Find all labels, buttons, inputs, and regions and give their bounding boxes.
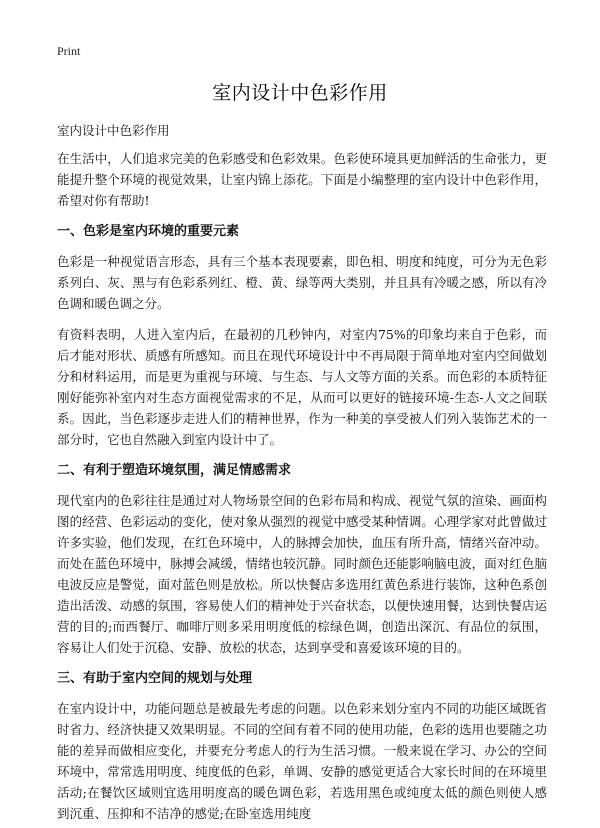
document-subtitle: 室内设计中色彩作用 (57, 123, 170, 138)
section-heading-3: 三、有助于室内空间的规划与处理 (57, 671, 253, 686)
document-body (57, 148, 547, 824)
section-heading-2: 二、有利于塑造环境氛围，满足情感需求 (57, 463, 292, 478)
section-1-paragraph-1: 色彩是一种视觉语言形态，具有三个基本表现要素，即色相、明度和纯度，可分为无色彩系列白、灰、黑与有色彩系列红、橙、黄、绿等两大类别，并且具有冷暖之感，所以有冷色调和暖色调之分。 (57, 254, 547, 311)
print-label: Print (57, 44, 81, 58)
document-title: 室内设计中色彩作用 (212, 82, 388, 104)
section-2-paragraph-1: 现代室内的色彩往往是通过对人物场景空间的色彩布局和构成、视觉气氛的渲染、画面构图的经营、色彩运动的变化，使对象从强烈的视觉中感受某种情调。心理学家对此曾做过许多实验，他们发现，在红色环境中，人的脉搏会加快，血压有所升高，情绪兴奋冲动。而处在蓝色环境中，脉搏会减缓，情绪也较沉静。同时颜色还能影响脑电波，面对红色脑电波反应是警觉，面对蓝色则是放松。所以快餐店多选用红黄色系进行装饰，这种色系创造出活泼、动感的氛围，容易使人们的精神处于兴奋状态，以便快速用餐，达到快餐店运营的目的;而西餐厅、咖啡厅则多采用明度低的棕绿色调，创造出深沉、有品位的氛围，容易让人们处于沉稳、安静、放松的状态，达到享受和喜爱该环境的目的。 (57, 493, 547, 655)
section-3-paragraph-1: 在室内设计中，功能问题总是被最先考虑的问题。以色彩来划分室内不同的功能区域既省时省力、经济快捷又效果明显。不同的空间有着不同的使用功能，色彩的选用也要随之功能的差异而做相应变化，并要充分考虑人的行为生活习惯。一般来说在学习、办公的空间环境中，常常选用明度、纯度低的色彩，单调、安静的感觉更适合大家长时间的在环境里活动;在餐饮区域则宜选用明度高的暖色调色彩，若选用黑色或纯度太低的颜色则使人感到沉重、压抑和不洁净的感觉;在卧室选用纯度 (57, 701, 547, 821)
intro-paragraph: 在生活中，人们追求完美的色彩感受和色彩效果。色彩使环境具更加鲜活的生命张力，更能提升整个环境的视觉效果，让室内锦上添花。下面是小编整理的室内设计中色彩作用，希望对你有帮助! (57, 151, 547, 208)
section-1-paragraph-2: 有资料表明，人进入室内后，在最初的几秒钟内，对室内75%的印象均来自于色彩，而后才能对形状、质感有所感知。而且在现代环境设计中不再局限于简单地对室内空间做划分和材料运用，而是更为重视与环境、与生态、与人文等方面的关系。而色彩的本质特征刚好能弥补室内对生态方面视觉需求的不足，从而可以更好的链接环境-生态-人文之间联系。因此，当色彩逐步走进人们的精神世界，作为一种美的享受被人们列入装饰艺术的一部分时，它也自然融入到室内设计中了。 (57, 327, 547, 447)
section-heading-1: 一、色彩是室内环境的重要元素 (57, 224, 240, 239)
